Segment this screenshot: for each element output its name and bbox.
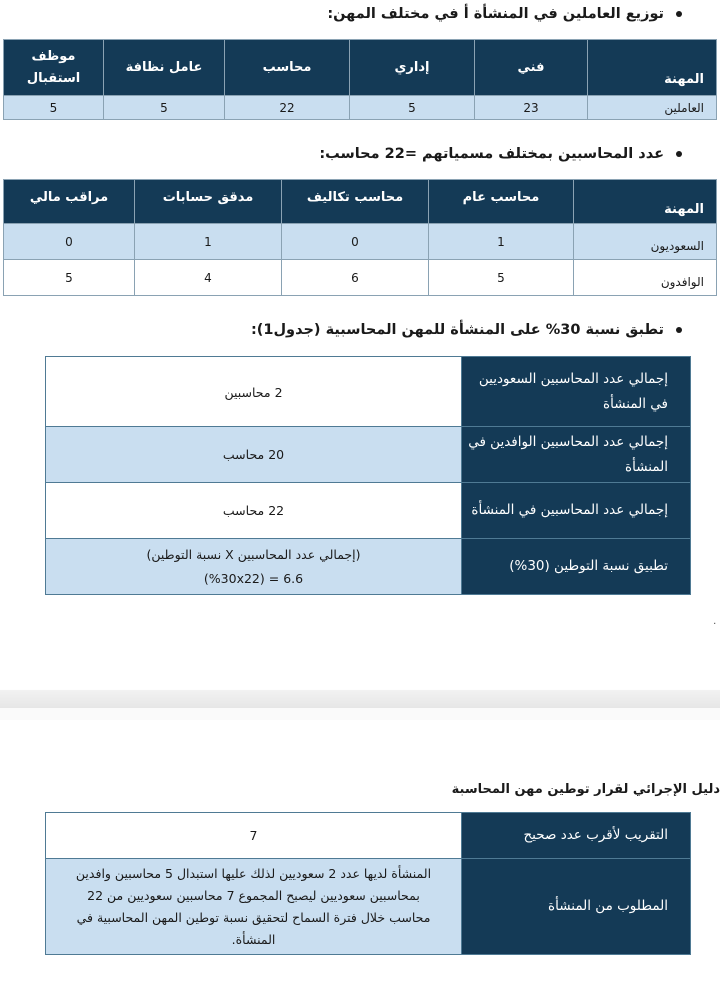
bullet-workers-distribution	[327, 6, 682, 22]
saudization-calculation-table	[45, 356, 691, 595]
table-cell: الوافدون	[574, 260, 717, 296]
table-header: محاسب	[225, 40, 350, 96]
table-cell: 23	[475, 96, 588, 120]
bullet-dot-icon	[676, 11, 682, 17]
table-value-cell	[46, 539, 462, 595]
table-cell: 5	[4, 260, 135, 296]
table-value-cell: 2 محاسبين	[46, 357, 462, 427]
table-cell: 0	[4, 224, 135, 260]
table-cell: 4	[135, 260, 282, 296]
table-header: المهنة	[588, 40, 717, 96]
table-cell: 5	[104, 96, 225, 120]
table-header: عامل نظافة	[104, 40, 225, 96]
bullet-text: تطبق نسبة 30% على المنشأة للمهن المحاسبية (جدول1):	[250, 322, 664, 338]
table-key-cell: تطبيق نسبة التوطين (30%)	[462, 539, 691, 595]
table-key-cell: المطلوب من المنشأة	[462, 859, 691, 955]
table-cell: 1	[429, 224, 574, 260]
bullet-dot-icon	[676, 327, 682, 333]
table-cell: السعوديون	[574, 224, 717, 260]
table-key-cell: التقريب لأقرب عدد صحيح	[462, 813, 691, 859]
table-cell: 6	[282, 260, 429, 296]
bullet-text: عدد المحاسبين بمختلف مسمياتهم =22 محاسب:	[319, 146, 664, 162]
stray-mark: ٠	[712, 618, 718, 629]
table-cell: 1	[135, 224, 282, 260]
table-header: موظف استقبال	[4, 40, 104, 96]
table-header: إداري	[350, 40, 475, 96]
bullet-accountants-count	[319, 146, 682, 162]
table-value-cell: 20 محاسب	[46, 427, 462, 483]
table-header: فني	[475, 40, 588, 96]
page-gap	[0, 708, 720, 720]
table-header: محاسب تكاليف	[282, 180, 429, 224]
table-key-cell: إجمالي عدد المحاسبين في المنشأة	[462, 483, 691, 539]
table-cell: 5	[4, 96, 104, 120]
table-key-cell: إجمالي عدد المحاسبين السعوديين في المنشأة	[462, 357, 691, 427]
table-cell: 5	[350, 96, 475, 120]
page-divider	[0, 690, 720, 708]
bullet-saudization-rate	[251, 322, 682, 338]
table-header: المهنة	[574, 180, 717, 224]
bullet-dot-icon	[676, 151, 682, 157]
table-cell: 0	[282, 224, 429, 260]
table-header: مراقب مالي	[4, 180, 135, 224]
section-title: دليل الإجرائي لقرار توطين مهن المحاسبة	[451, 782, 720, 797]
table-value-cell: المنشأة لديها عدد 2 سعوديين لذلك عليها استبدال 5 محاسبين وافدين بمحاسبين سعوديين ليصبح المجموع 7 محاسبين سعوديين من 22 محاسب خلال فترة السماح لتحقيق نسبة توطين المهن المحاسبية في المنشأة.	[46, 859, 462, 955]
table-cell: 22	[225, 96, 350, 120]
required-action-table	[45, 812, 691, 955]
accountants-table	[3, 179, 717, 296]
table-value-cell: 7	[46, 813, 462, 859]
table-value-cell: 22 محاسب	[46, 483, 462, 539]
table-cell: العاملين	[588, 96, 717, 120]
workers-distribution-table	[3, 39, 717, 120]
table-cell: 5	[429, 260, 574, 296]
formula-result: 6.6 = (%30x22)	[203, 570, 304, 586]
table-header: مدقق حسابات	[135, 180, 282, 224]
formula-text: (إجمالي عدد المحاسبين X نسبة التوطين)	[146, 546, 361, 562]
table-key-cell: إجمالي عدد المحاسبين الوافدين في المنشأة	[462, 427, 691, 483]
table-header: محاسب عام	[429, 180, 574, 224]
bullet-text: توزيع العاملين في المنشأة أ في مختلف المهن:	[327, 6, 664, 22]
